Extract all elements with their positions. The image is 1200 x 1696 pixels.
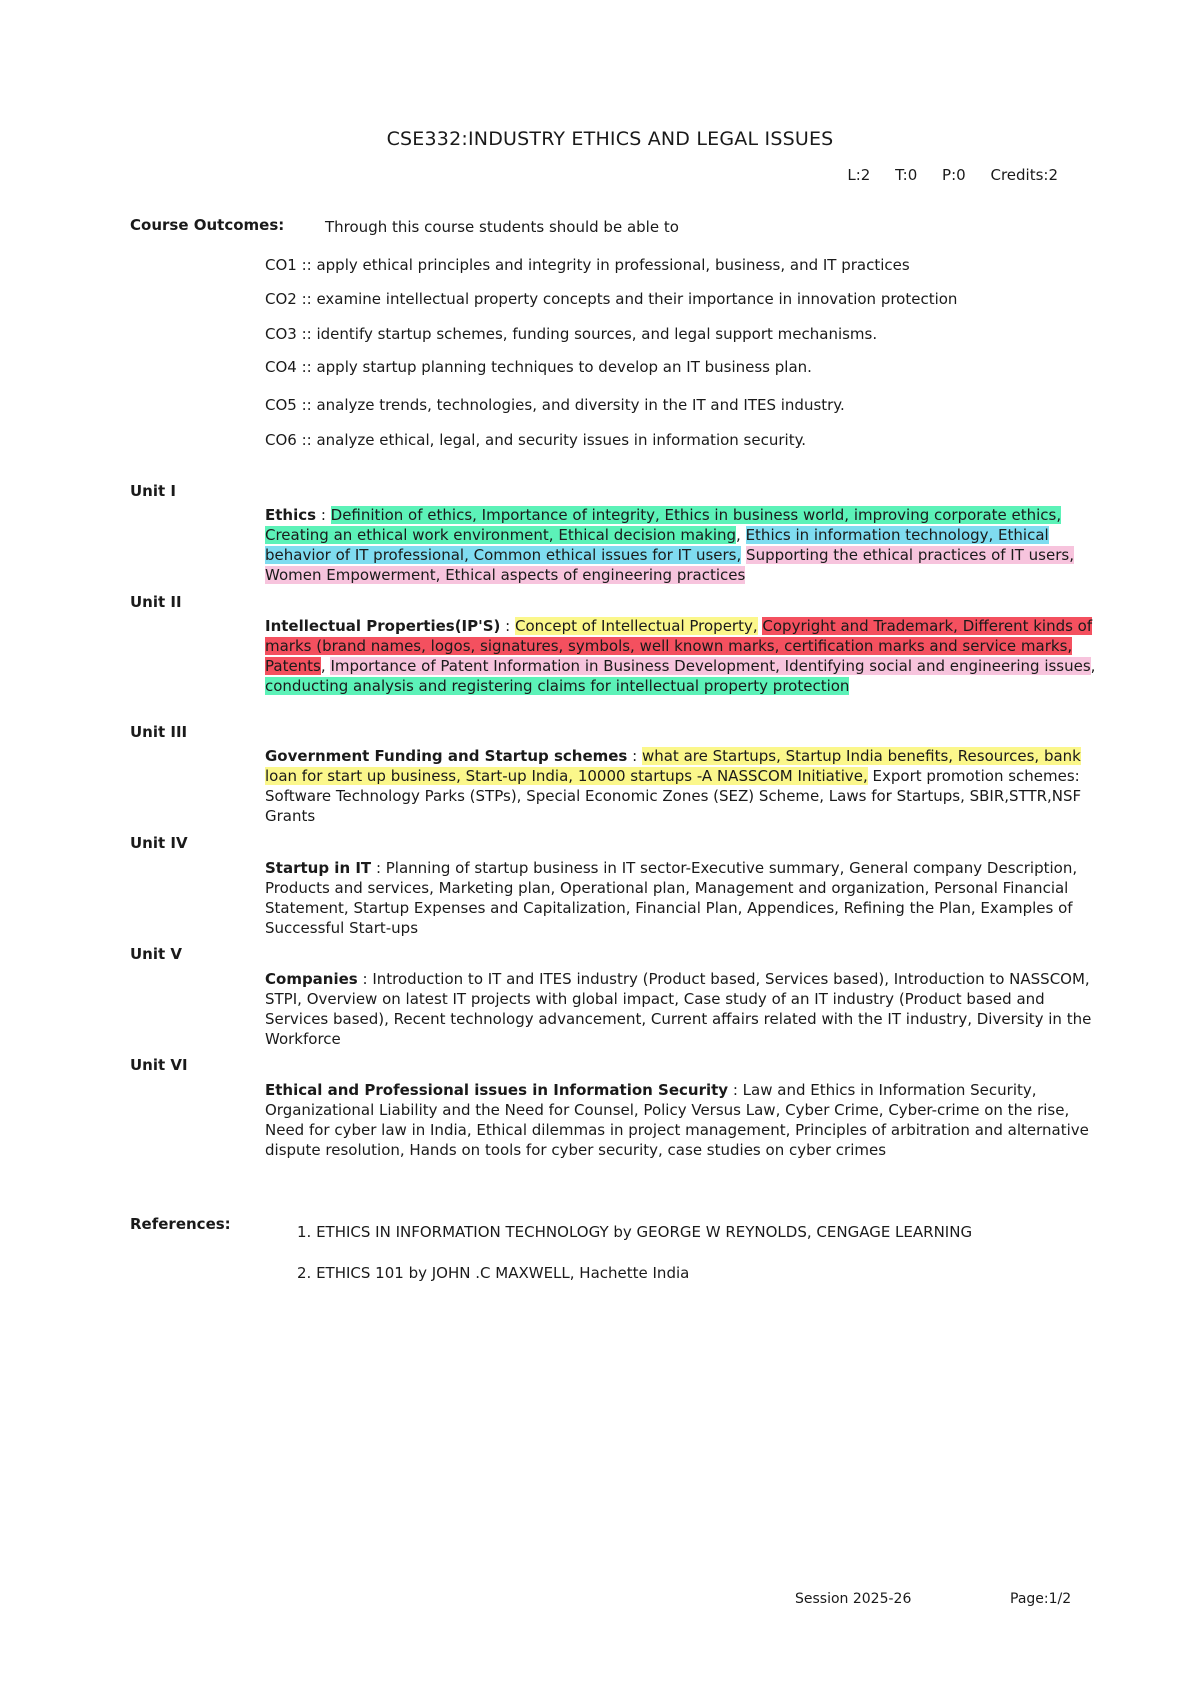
unit-5-content (265, 969, 1105, 1049)
unit-3-heading: Unit III (130, 723, 188, 741)
highlighted-topic-text: Ethics in information technology, Ethical behavior of IT professional, Common ethical issues for IT users, (265, 526, 1049, 564)
course-outcomes-intro: Through this course students should be able to (325, 218, 679, 236)
topic-text: Law and Ethics in Information Security, Organizational Liability and the Need for Counsel, Policy Versus Law, Cyber Crime, Cyber-crime on the rise, Need for cyber law in India, Ethical dilemmas in project management, Principles of arbitration and alternative dispute resolution, Hands on tools for cyber security, case studies on cyber crimes (265, 1081, 1089, 1159)
topic-text: , (320, 657, 331, 675)
unit-3-content (265, 746, 1105, 826)
highlighted-topic-text: Supporting the ethical practices of IT users, Women Empowerment, Ethical aspects of engineering practices (265, 546, 1074, 584)
unit-6-content (265, 1080, 1105, 1160)
unit-title-separator: : (728, 1081, 743, 1099)
unit-1-heading: Unit I (130, 482, 176, 500)
topic-text: , (1090, 657, 1096, 675)
unit-title-separator: : (500, 617, 515, 635)
highlighted-topic-text: Copyright and Trademark, Different kinds of marks (brand names, logos, signatures, symbols, well known marks, certification marks and service marks, Patents (265, 617, 1093, 675)
unit-title-separator: : (371, 859, 386, 877)
topic-text: , (736, 526, 746, 544)
references-heading: References: (130, 1215, 231, 1233)
unit-title-separator: : (627, 747, 642, 765)
practical-hours: P:0 (942, 166, 966, 184)
unit-2-content (265, 616, 1105, 696)
credits: Credits:2 (990, 166, 1058, 184)
tutorial-hours: T:0 (895, 166, 918, 184)
unit-5-heading: Unit V (130, 945, 183, 963)
unit-topic-title: Startup in IT (265, 859, 372, 877)
course-title: CSE332:INDUSTRY ETHICS AND LEGAL ISSUES (386, 128, 834, 150)
lecture-hours: L:2 (847, 166, 871, 184)
topic-text: Introduction to IT and ITES industry (Product based, Services based), Introduction to NASSCOM, STPI, Overview on latest IT projects with global impact, Case study of an IT industry (Product based and Services based), Recent technology advancement, Current affairs related with the IT industry, Diversity in the Workforce (265, 970, 1092, 1048)
unit-topic-title: Ethical and Professional issues in Information Security (265, 1081, 729, 1099)
highlighted-topic-text: Definition of ethics, Importance of integrity, Ethics in business world, improving corporate ethics, Creating an ethical work environment, Ethical decision making (265, 506, 1062, 544)
unit-4-content (265, 858, 1105, 938)
unit-2-heading: Unit II (130, 593, 182, 611)
reference-item-1: 1. ETHICS IN INFORMATION TECHNOLOGY by GEORGE W REYNOLDS, CENGAGE LEARNING (297, 1223, 973, 1241)
course-outcome-1: CO1 :: apply ethical principles and integrity in professional, business, and IT practices (265, 256, 910, 274)
course-outcome-2: CO2 :: examine intellectual property concepts and their importance in innovation protection (265, 290, 958, 308)
unit-title-separator: : (357, 970, 373, 988)
highlighted-topic-text: conducting analysis and registering claims for intellectual property protection (265, 677, 850, 695)
reference-item-2: 2. ETHICS 101 by JOHN .C MAXWELL, Hachette India (297, 1264, 690, 1282)
highlighted-topic-text: Concept of Intellectual Property, (514, 617, 758, 635)
course-outcome-4: CO4 :: apply startup planning techniques to develop an IT business plan. (265, 358, 812, 376)
highlighted-topic-text: what are Startups, Startup India benefits, Resources, bank loan for start up business, Start-up India, 10000 startups -A NASSCOM Initiative, (265, 747, 1081, 785)
highlighted-topic-text: Importance of Patent Information in Business Development, Identifying social and engineering issues (330, 657, 1091, 675)
unit-topic-title: Companies (265, 970, 358, 988)
course-outcomes-heading: Course Outcomes: (130, 216, 285, 234)
course-outcome-6: CO6 :: analyze ethical, legal, and security issues in information security. (265, 431, 807, 449)
unit-topic-title: Government Funding and Startup schemes (265, 747, 628, 765)
ltp-credits (829, 166, 1058, 184)
page-number: Page:1/2 (1010, 1591, 1072, 1607)
course-outcome-3: CO3 :: identify startup schemes, funding sources, and legal support mechanisms. (265, 325, 878, 343)
course-outcome-5: CO5 :: analyze trends, technologies, and diversity in the IT and ITES industry. (265, 396, 845, 414)
unit-title-separator: : (316, 506, 331, 524)
unit-4-heading: Unit IV (130, 834, 188, 852)
topic-text: Export promotion schemes: Software Technology Parks (STPs), Special Economic Zones (SEZ) Scheme, Laws for Startups, SBIR,STTR,NSF Grants (265, 767, 1082, 825)
unit-6-heading: Unit VI (130, 1056, 188, 1074)
unit-topic-title: Ethics (265, 506, 317, 524)
topic-text: Planning of startup business in IT sector-Executive summary, General company Description, Products and services, Marketing plan, Operational plan, Management and organization, Personal Financial Statement, Startup Expenses and Capitalization, Financial Plan, Appendices, Refining the Plan, Examples of Successful Start-ups (265, 859, 1078, 937)
unit-1-content (265, 505, 1105, 585)
unit-topic-title: Intellectual Properties(IP'S) (265, 617, 501, 635)
session-label: Session 2025-26 (795, 1591, 912, 1607)
